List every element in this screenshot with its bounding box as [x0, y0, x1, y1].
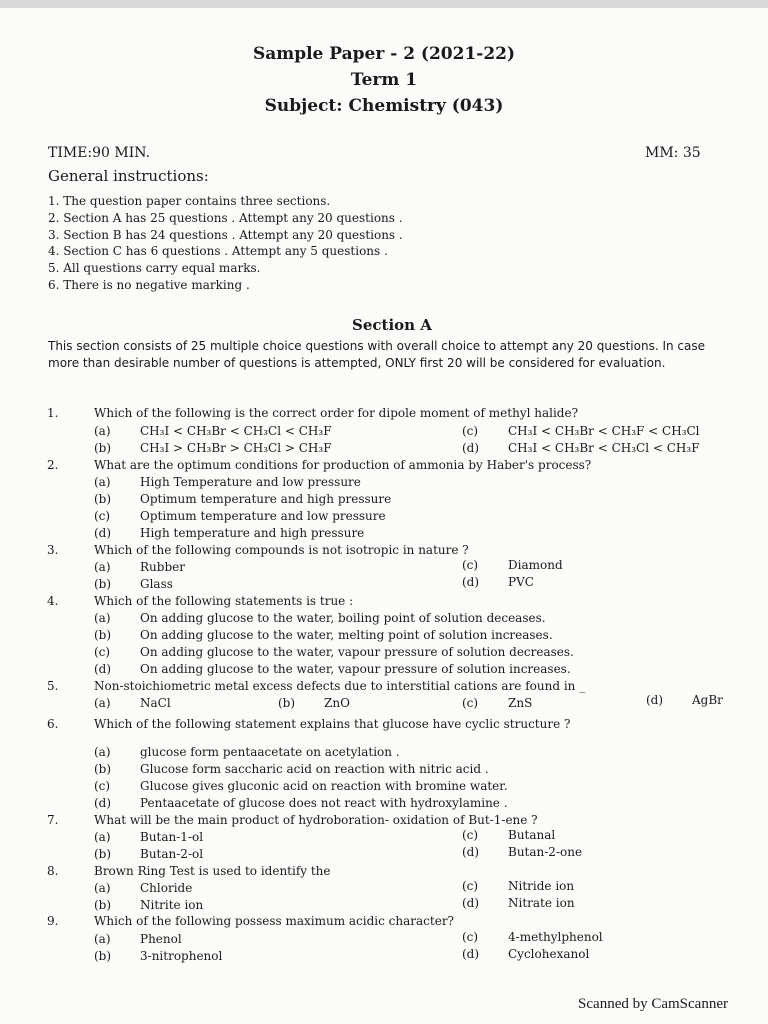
- paper-term: Term 1: [350, 70, 418, 90]
- instructions-heading: General instructions:: [48, 167, 209, 185]
- question-number: 3.: [47, 543, 59, 557]
- question-number: 6.: [47, 717, 59, 731]
- question-number: 9.: [47, 914, 59, 928]
- question-number: 2.: [47, 458, 59, 472]
- option-d: (d) AgBr: [646, 693, 723, 707]
- option-a: (a) High Temperature and low pressure: [94, 475, 361, 489]
- option-d: (d) Pentaacetate of glucose does not react with hydroxylamine .: [94, 796, 508, 810]
- max-marks-label: MM: 35: [645, 145, 701, 161]
- option-c: (c) Nitride ion: [462, 879, 575, 893]
- section-description: This section consists of 25 multiple choice questions with overall choice to attempt any 20 questions. In case more than desirable number of questions is attempted, ONLY first 20 will be considered for evaluation.: [48, 339, 705, 370]
- option-a: (a) CH₃I < CH₃Br < CH₃Cl < CH₃F: [94, 424, 332, 438]
- option-a: (a) On adding glucose to the water, boiling point of solution deceases.: [94, 611, 546, 625]
- paper-title: Sample Paper - 2 (2021-22): [252, 44, 516, 64]
- instruction-item: 4. Section C has 6 questions . Attempt any 5 questions .: [48, 244, 388, 259]
- question-number: 7.: [47, 813, 59, 827]
- option-a: (a) Butan-1-ol: [94, 830, 204, 844]
- option-d: (d) Nitrate ion: [462, 896, 575, 910]
- option-a: (a) Chloride: [94, 881, 193, 895]
- option-d: (d) PVC: [462, 575, 534, 589]
- question-text: Which of the following statement explains that glucose have cyclic structure ?: [94, 717, 571, 731]
- question-number: 1.: [47, 406, 59, 420]
- option-d: (d) High temperature and high pressure: [94, 526, 365, 540]
- scan-top-edge: [0, 0, 768, 8]
- instruction-item: 2. Section A has 25 questions . Attempt any 20 questions .: [48, 210, 403, 225]
- question-text: Brown Ring Test is used to identify the: [94, 864, 331, 878]
- option-c: (c) Glucose gives gluconic acid on reaction with bromine water.: [94, 779, 508, 793]
- option-a: (a) NaCl: [94, 696, 171, 710]
- option-c: (c) Diamond: [462, 558, 563, 572]
- option-a: (a) Phenol: [94, 932, 182, 946]
- option-b: (b) ZnO: [278, 696, 350, 710]
- instructions-list: [48, 193, 403, 294]
- option-d: (d) CH₃I < CH₃Br < CH₃Cl < CH₃F: [462, 441, 700, 455]
- instruction-item: 3. Section B has 24 questions . Attempt any 20 questions .: [48, 227, 403, 242]
- option-b: (b) Nitrite ion: [94, 898, 204, 912]
- option-c: (c) On adding glucose to the water, vapour pressure of solution decreases.: [94, 645, 574, 659]
- option-b: (b) On adding glucose to the water, melting point of solution increases.: [94, 628, 553, 642]
- question-number: 8.: [47, 864, 59, 878]
- question-text: Which of the following is the correct order for dipole moment of methyl halide?: [94, 406, 579, 420]
- question-text: Which of the following compounds is not isotropic in nature ?: [94, 543, 469, 557]
- option-c: (c) ZnS: [462, 696, 533, 710]
- option-d: (d) Cyclohexanol: [462, 947, 590, 961]
- option-d: (d) Butan-2-one: [462, 845, 583, 859]
- instruction-item: 5. All questions carry equal marks.: [48, 261, 261, 276]
- time-label: TIME:90 MIN.: [48, 145, 151, 161]
- question-number: 5.: [47, 679, 59, 693]
- question-text: Which of the following possess maximum acidic character?: [94, 914, 454, 928]
- option-b: (b) Glass: [94, 577, 173, 591]
- instruction-item: 6. There is no negative marking .: [48, 277, 250, 292]
- question-text: What are the optimum conditions for production of ammonia by Haber's process?: [94, 458, 592, 472]
- option-b: (b) Butan-2-ol: [94, 847, 204, 861]
- question-number: 4.: [47, 594, 59, 608]
- option-b: (b) 3-nitrophenol: [94, 949, 223, 963]
- question-text: Which of the following statements is true :: [94, 594, 354, 608]
- option-b: (b) CH₃I > CH₃Br > CH₃Cl > CH₃F: [94, 441, 332, 455]
- option-c: (c) Butanal: [462, 828, 556, 842]
- section-title: Section A: [352, 316, 432, 334]
- instruction-item: 1. The question paper contains three sections.: [48, 194, 331, 208]
- option-c: (c) CH₃I < CH₃Br < CH₃F < CH₃Cl: [462, 424, 700, 438]
- scanner-watermark: Scanned by CamScanner: [578, 996, 728, 1012]
- paper-subject: Subject: Chemistry (043): [264, 96, 504, 116]
- option-d: (d) On adding glucose to the water, vapour pressure of solution increases.: [94, 662, 571, 676]
- option-a: (a) Rubber: [94, 560, 185, 574]
- option-b: (b) Optimum temperature and high pressure: [94, 492, 392, 506]
- option-c: (c) Optimum temperature and low pressure: [94, 509, 386, 523]
- option-a: (a) glucose form pentaacetate on acetylation .: [94, 745, 400, 759]
- option-b: (b) Glucose form saccharic acid on reaction with nitric acid .: [94, 762, 489, 776]
- option-c: (c) 4-methylphenol: [462, 930, 603, 944]
- question-text: Non-stoichiometric metal excess defects due to interstitial cations are found in _: [94, 679, 586, 693]
- question-text: What will be the main product of hydroboration- oxidation of But-1-ene ?: [94, 813, 538, 827]
